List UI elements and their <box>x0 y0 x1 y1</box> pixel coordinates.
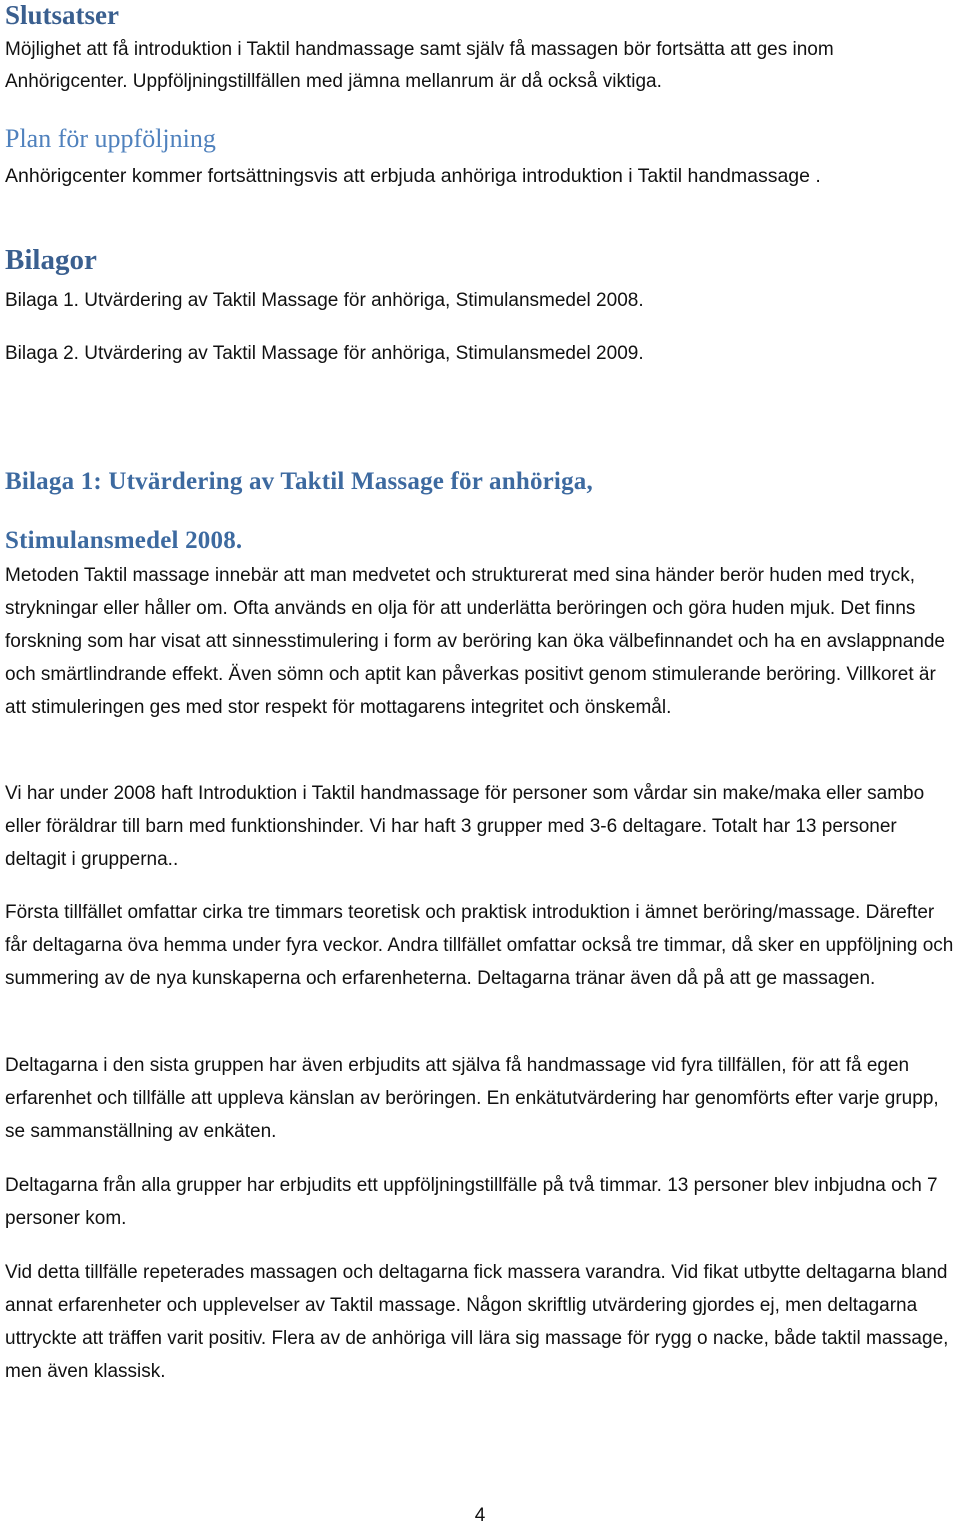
bilaga1-paragraph-3: Första tillfället omfattar cirka tre timmars teoretisk och praktisk introduktion i ämnet beröring/massage. Därefter får deltagarna öva hemma under fyra veckor. Andra tillfället omfattar också tre timmar, då sker en uppföljning och summering av de nya kunskaperna och erfarenheterna. Deltagarna tränar även då på att ge massagen. <box>5 902 954 989</box>
heading-plan: Plan för uppföljning <box>5 124 216 153</box>
bilagor-item-2: Bilaga 2. Utvärdering av Taktil Massage för anhöriga, Stimulansmedel 2009. <box>5 343 644 364</box>
heading-slutsatser: Slutsatser <box>5 0 119 30</box>
bilagor-item-1: Bilaga 1. Utvärdering av Taktil Massage för anhöriga, Stimulansmedel 2008. <box>5 290 644 311</box>
bilaga1-paragraph-1: Metoden Taktil massage innebär att man medvetet och strukturerat med sina händer berör huden med tryck, strykningar eller håller om. Ofta används en olja för att underlätta beröringen och göra huden mjuk. Det finns forskning som har visat att sinnesstimulering i form av beröring kan öka välbefinnandet och ha en avslappnande och smärtlindrande effekt. Även sömn och aptit kan påverkas positivt genom stimulerande beröring. Villkoret är att stimuleringen ges med stor respekt för mottagarens integritet och önskemål. <box>5 565 945 718</box>
heading-bilagor: Bilagor <box>5 244 97 276</box>
paragraph-slutsatser: Möjlighet att få introduktion i Taktil handmassage samt själv få massagen bör fortsätta att ges inom Anhörigcenter. Uppföljningstillfällen med jämna mellanrum är då också viktiga. <box>5 39 834 92</box>
bilaga1-paragraph-5: Deltagarna från alla grupper har erbjudits ett uppföljningstillfälle på två timmar. 13 personer blev inbjudna och 7 personer kom. <box>5 1175 938 1229</box>
heading-bilaga1-line1: Bilaga 1: Utvärdering av Taktil Massage för anhöriga, <box>5 468 593 495</box>
heading-bilaga1-line2: Stimulansmedel 2008. <box>5 527 243 554</box>
bilaga1-paragraph-6: Vid detta tillfälle repeterades massagen och deltagarna fick massera varandra. Vid fikat utbytte deltagarna bland annat erfarenheter och upplevelser av Taktil massage. Någon skriftlig utvärdering gjordes ej, men deltagarna uttryckte att träffen varit positiv. Flera av de anhöriga vill lära sig massage för rygg o nacke, både taktil massage, men även klassisk. <box>5 1262 949 1382</box>
paragraph-plan: Anhörigcenter kommer fortsättningsvis att erbjuda anhöriga introduktion i Taktil handmassage . <box>5 165 821 187</box>
page-number: 4 <box>474 1505 486 1526</box>
bilaga1-paragraph-2: Vi har under 2008 haft Introduktion i Taktil handmassage för personer som vårdar sin make/maka eller sambo eller föräldrar till barn med funktionshinder. Vi har haft 3 grupper med 3-6 deltagare. Totalt har 13 personer deltagit i grupperna.. <box>5 783 925 870</box>
bilaga1-paragraph-4: Deltagarna i den sista gruppen har även erbjudits att själva få handmassage vid fyra tillfällen, för att få egen erfarenhet och tillfälle att uppleva känslan av beröringen. En enkätutvärdering har genomförts efter varje grupp, se sammanställning av enkäten. <box>5 1055 939 1142</box>
